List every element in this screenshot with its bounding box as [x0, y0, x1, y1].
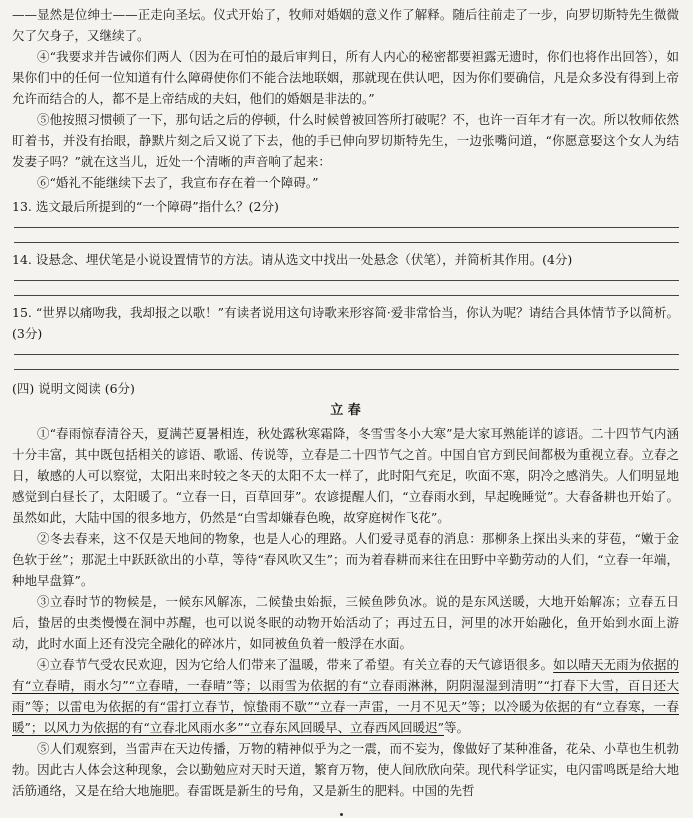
- question-15: 15. “世界以痛吻我，我却报之以歌！”有读者说用这句诗歌来形容简·爱非常恰当，你认为呢？请结合具体情节予以简析。(3分): [12, 305, 679, 341]
- question-14: 14. 设悬念、埋伏笔是小说设置情节的方法。请从选文中找出一处悬念（伏笔），并简析其作用。(4分): [12, 252, 573, 267]
- question-13: 13. 选文最后所提到的“一个障碍”指什么？(2分): [12, 199, 279, 214]
- passage-paragraph: ⑥“婚礼不能继续下去了，我宣布存在着一个障碍。”: [37, 175, 319, 190]
- article-title: 立 春: [330, 403, 361, 418]
- answer-line[interactable]: [14, 280, 679, 281]
- article-paragraph: [12, 654, 679, 738]
- article-paragraph: ①“春雨惊春清谷天，夏满芒夏暑相连，秋处露秋寒霜降，冬雪雪冬小大寒”是大家耳熟能详的谚语。二十四节气内涵十分丰富，其中既包括相关的谚语、歌谣、传说等，立春是二十四节气之首。中国自官方到民间都极为重视立春。立春之日，敏感的人可以察觉，太阳出来时较之冬天的太阳不太一样了，此时阳气充足，吹面不寒，阴冷之感消失。人们明显地感觉到白昼长了，太阳暖了。“立春一日，百草回芽”。农谚提醒人们，“立春雨水到，早起晚睡觉”。大春备耕也开始了。虽然如此，大陆中国的很多地方，仍然是“白雪却嫌春色晚，故穿庭树作飞花”。: [12, 426, 679, 525]
- page-mark: [340, 813, 343, 816]
- passage-paragraph: ——显然是位绅士——正走向圣坛。仪式开始了，牧师对婚姻的意义作了解释。随后往前走了一步，向罗切斯特先生微微欠了欠身子，又继续了。: [12, 7, 679, 43]
- article-paragraph: ②冬去春来，这不仅是天地间的物象，也是人心的理路。人们爱寻觅春的消息：那柳条上探出头来的芽苞，“嫩于金色软于丝”；那泥土中跃跃欲出的小草，等待“春风吹又生”；而为着春耕而来往在田野中辛勤劳动的人们，“立春一年端，种地早盘算”。: [12, 531, 679, 588]
- article-paragraph: ③立春时节的物候是，一候东风解冻，二候蛰虫始振，三候鱼陟负冰。说的是东风送暖，大地开始解冻；立春五日后，蛰居的虫类慢慢在洞中苏醒，也可以说冬眠的动物开始活动了；再过五日，河里的冰开始融化，鱼开始到水面上游动，此时水面上还有没完全融化的碎冰片，如同被鱼负着一般浮在水面。: [12, 594, 679, 651]
- article-paragraph: ⑤人们观察到，当雷声在天边传播，万物的精神似乎为之一震，而不妄为，像做好了某种准备，花朵、小草也生机勃勃。因此古人体会这种现象，会以勤勉应对天时天道，繁育万物，使人间欣欣向荣。现代科学证实，电闪雷鸣既是给大地活筋通络，又是在给大地施肥。春雷既是新生的号角，又是新生的肥料。中国的先哲: [12, 741, 679, 798]
- answer-line[interactable]: [14, 369, 679, 370]
- paragraph-text: 等。: [443, 720, 469, 735]
- answer-line[interactable]: [14, 354, 679, 355]
- passage-paragraph: ④“我要求并告诫你们两人（因为在可怕的最后审判日，所有人内心的秘密都要袒露无遗时，你们也将作出回答），如果你们中的任何一位知道有什么障碍使你们不能合法地联姻，那就现在供认吧，因为你们要确信，凡是众多没有得到上帝允许而结合的人，都不是上帝结成的夫妇，他们的婚姻是非法的。”: [12, 49, 679, 106]
- answer-line[interactable]: [14, 295, 679, 296]
- underlined-text: 如以晴天无雨为依据的有“立春晴，雨水匀”“立春晴，一春晴”等；以雨雪为依据的有“立春雨淋淋，阴阴湿湿到清明”“打春下大雪，百日还大雨”等；以雷电为依据的有“雷打立春节，惊蛰雨不歇”“立春一声雷，一月不见天”等；以冷暖为依据的有“立春寒，一春暖”；以风力为依据的有“立春北风雨水多”“立春东风回暖早、立春西风回暖迟”: [12, 657, 679, 735]
- answer-line[interactable]: [14, 227, 679, 228]
- passage-paragraph: ⑤他按照习惯顿了一下，那句话之后的停顿，什么时候曾被回答所打破呢？不，也许一百年才有一次。所以牧师依然盯着书，并没有抬眼，静默片刻之后又说了下去，他的手已伸向罗切斯特先生，一边张嘴问道，“你愿意娶这个女人为结发妻子吗？”就在这当儿，近处一个清晰的声音响了起来：: [12, 112, 679, 169]
- answer-line[interactable]: [14, 242, 679, 243]
- paragraph-text: ④立春节气受农民欢迎，因为它给人们带来了温暖，带来了希望。有关立春的天气谚语很多。: [37, 657, 554, 672]
- section-heading: (四) 说明文阅读 (6分): [12, 381, 135, 396]
